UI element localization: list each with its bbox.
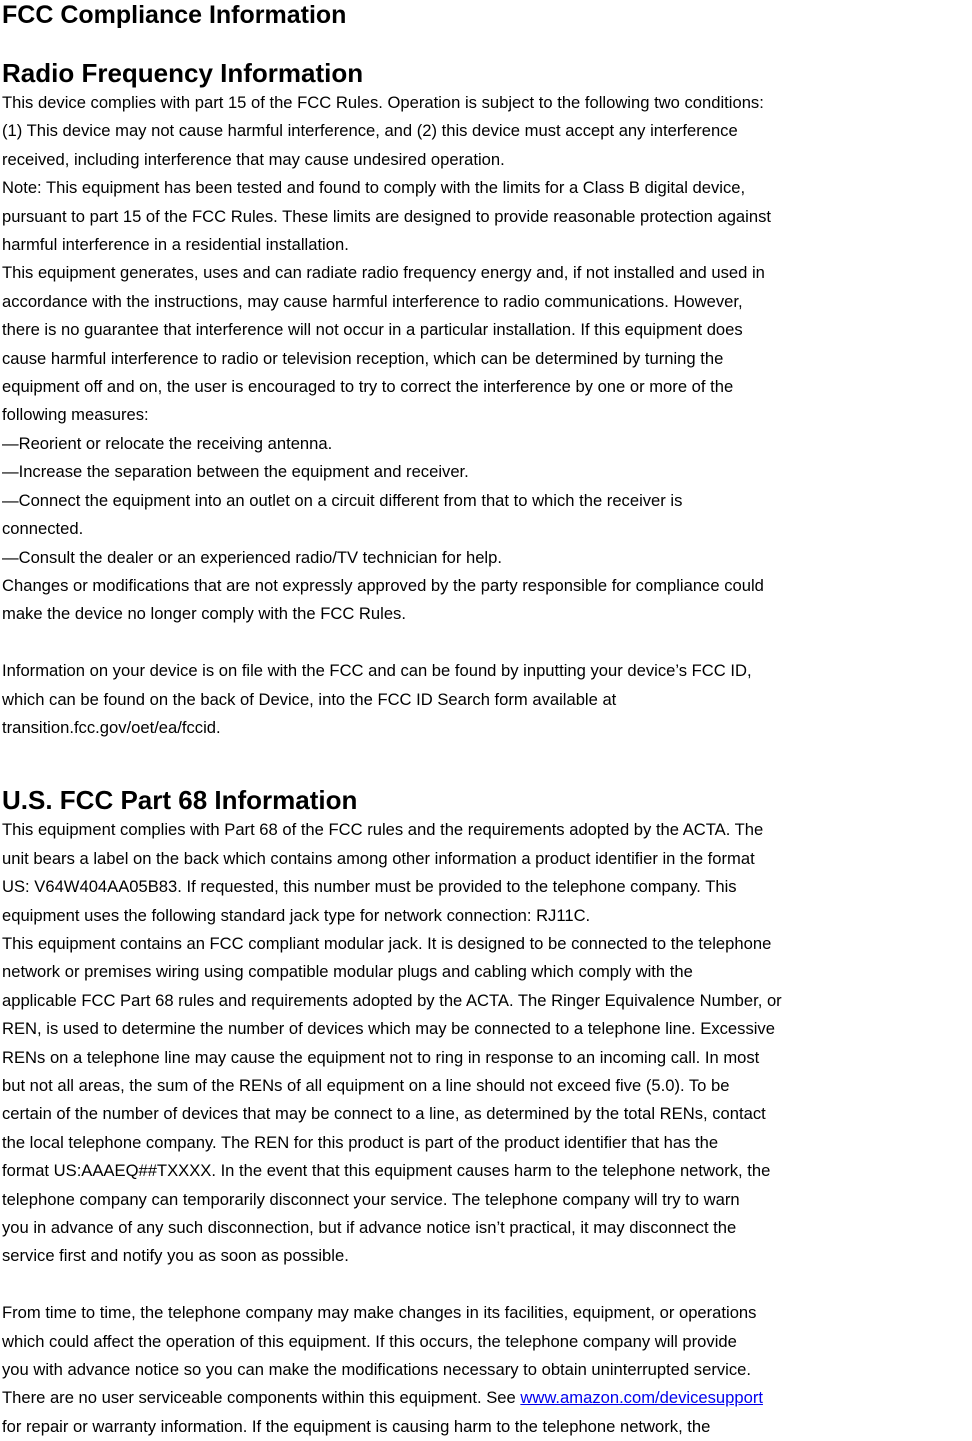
device-support-link[interactable]: www.amazon.com/devicesupport	[520, 1388, 763, 1408]
paragraph-line: cause harmful interference to radio or television reception, which can be determined by turning the	[2, 348, 724, 368]
paragraph-line: certain of the number of devices that may be connect to a line, as determined by the total RENs, contact	[2, 1104, 766, 1124]
measure-item: —Connect the equipment into an outlet on a circuit different from that to which the receiver is	[2, 490, 683, 510]
measure-item: —Reorient or relocate the receiving antenna.	[2, 433, 333, 453]
document-title: FCC Compliance Information	[2, 1, 347, 29]
support-line-text: There are no user serviceable components within this equipment. See	[2, 1388, 521, 1408]
paragraph-line: network or premises wiring using compatible modular plugs and cabling which comply with the	[2, 962, 693, 982]
paragraph-line: RENs on a telephone line may cause the equipment not to ring in response to an incoming call. In most	[2, 1047, 760, 1067]
measure-item: —Increase the separation between the equipment and receiver.	[2, 462, 469, 482]
paragraph-line: applicable FCC Part 68 rules and requirements adopted by the ACTA. The Ringer Equivalence Number, or	[2, 990, 782, 1010]
paragraph-line: which could affect the operation of this equipment. If this occurs, the telephone company will provide	[2, 1331, 737, 1351]
paragraph-line: you in advance of any such disconnection, but if advance notice isn’t practical, it may disconnect the	[2, 1218, 737, 1238]
paragraph-line: make the device no longer comply with the FCC Rules.	[2, 604, 406, 624]
measure-item: —Consult the dealer or an experienced radio/TV technician for help.	[2, 547, 502, 567]
paragraph-line: Changes or modifications that are not expressly approved by the party responsible for compliance could	[2, 575, 764, 595]
paragraph-line: This equipment complies with Part 68 of the FCC rules and the requirements adopted by the ACTA. The	[2, 820, 764, 840]
paragraph-line: (1) This device may not cause harmful interference, and (2) this device must accept any interference	[2, 121, 738, 141]
paragraph-line: which can be found on the back of Device, into the FCC ID Search form available at	[2, 689, 617, 709]
paragraph-line: format US:AAAEQ##TXXXX. In the event that this equipment causes harm to the telephone network, the	[2, 1161, 771, 1181]
paragraph-line: equipment uses the following standard jack type for network connection: RJ11C.	[2, 905, 591, 925]
paragraph-line: harmful interference in a residential installation.	[2, 235, 349, 255]
paragraph-line: This device complies with part 15 of the FCC Rules. Operation is subject to the following two conditions:	[2, 93, 764, 112]
paragraph-line: pursuant to part 15 of the FCC Rules. These limits are designed to provide reasonable protection against	[2, 206, 771, 226]
paragraph-line: unit bears a label on the back which contains among other information a product identifier in the format	[2, 848, 755, 868]
rf-section-body	[2, 89, 970, 742]
paragraph-line: equipment off and on, the user is encouraged to try to correct the interference by one or more of the	[2, 377, 734, 397]
rf-section-title: Radio Frequency Information	[2, 58, 364, 88]
paragraph-line: for repair or warranty information. If the equipment is causing harm to the telephone network, the	[2, 1416, 711, 1436]
paragraph-line: accordance with the instructions, may cause harmful interference to radio communications. However,	[2, 291, 743, 311]
paragraph-line: there is no guarantee that interference will not occur in a particular installation. If this equipment does	[2, 320, 743, 340]
paragraph-line: transition.fcc.gov/oet/ea/fccid.	[2, 717, 221, 737]
part68-section-body	[2, 816, 970, 1441]
measure-item: connected.	[2, 519, 84, 539]
paragraph-line: From time to time, the telephone company may make changes in its facilities, equipment, or operations	[2, 1303, 757, 1323]
paragraph-line: REN, is used to determine the number of devices which may be connected to a telephone line. Excessive	[2, 1019, 775, 1039]
paragraph-line: US: V64W404AA05B83. If requested, this number must be provided to the telephone company. This	[2, 877, 737, 897]
paragraph-spacer	[2, 1271, 970, 1299]
paragraph-line: following measures:	[2, 405, 149, 425]
paragraph-spacer	[2, 629, 970, 657]
paragraph-line: Note: This equipment has been tested and found to comply with the limits for a Class B digital device,	[2, 178, 746, 198]
support-line	[2, 1384, 970, 1412]
part68-section-title: U.S. FCC Part 68 Information	[2, 785, 358, 816]
paragraph-line: Information on your device is on file with the FCC and can be found by inputting your device’s FCC ID,	[2, 661, 752, 681]
paragraph-line: the local telephone company. The REN for this product is part of the product identifier that has the	[2, 1132, 719, 1152]
paragraph-line: but not all areas, the sum of the RENs of all equipment on a line should not exceed five (5.0). To be	[2, 1075, 730, 1095]
paragraph-line: received, including interference that may cause undesired operation.	[2, 149, 505, 169]
paragraph-line: This equipment contains an FCC compliant modular jack. It is designed to be connected to the telephone	[2, 933, 772, 953]
paragraph-line: telephone company can temporarily disconnect your service. The telephone company will try to warn	[2, 1189, 740, 1209]
paragraph-line: This equipment generates, uses and can radiate radio frequency energy and, if not installed and used in	[2, 263, 765, 283]
paragraph-line: service first and notify you as soon as possible.	[2, 1246, 349, 1266]
paragraph-line: you with advance notice so you can make the modifications necessary to obtain uninterrupted service.	[2, 1360, 751, 1380]
